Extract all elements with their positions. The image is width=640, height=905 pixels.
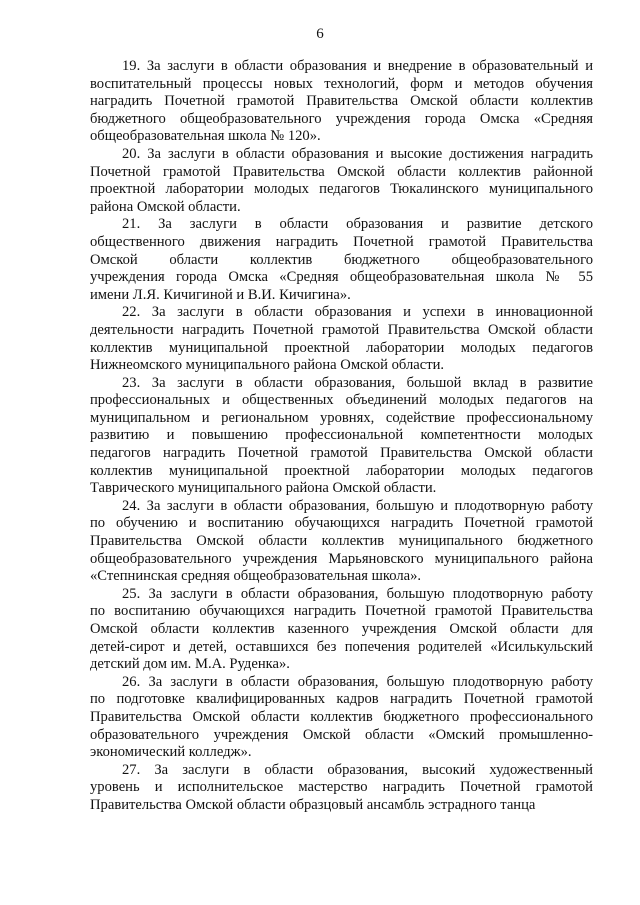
paragraph-line: бюджетного общеобразовательного учреждения города Омска «Средняя (90, 110, 593, 127)
paragraph-line: образовательного учреждения Омской области «Омский промышленно- (90, 726, 593, 743)
paragraph-line: учреждения города Омска «Средняя общеобразовательная школа № 55 (90, 269, 593, 286)
paragraph-line: общеобразовательная школа № 120». (90, 128, 321, 145)
paragraph-line: проектной лаборатории молодых педагогов Тюкалинского муниципального (90, 181, 593, 198)
paragraph-line: педагогов наградить Почетной грамотой Правительства Омской области (90, 445, 593, 462)
paragraph-line: Омской области коллектив бюджетного общеобразовательного (90, 251, 593, 268)
paragraph-line: коллектив муниципальной проектной лаборатории молодых педагогов (90, 462, 593, 479)
paragraph-23 (90, 375, 593, 498)
paragraph-line: по подготовке квалифицированных кадров наградить Почетной грамотой (90, 691, 593, 708)
paragraph-22 (90, 304, 593, 374)
paragraph-line: 27. За заслуги в области образования, высокий художественный (122, 761, 593, 778)
paragraph-20 (90, 146, 593, 216)
paragraph-line: уровень и исполнительское мастерство наградить Почетной грамотой (90, 779, 593, 796)
paragraph-line: Правительства Омской области коллектив муниципального бюджетного (90, 533, 593, 550)
paragraph-line: Почетной грамотой Правительства Омской области коллектив районной (90, 163, 593, 180)
paragraph-line: детей-сирот и детей, оставшихся без попечения родителей «Исилькульский (90, 638, 593, 655)
paragraph-line: 25. За заслуги в области образования, большую плодотворную работу (122, 585, 593, 602)
document-body (90, 58, 593, 815)
paragraph-line: по обучению и воспитанию обучающихся наградить Почетной грамотой (90, 515, 593, 532)
paragraph-line: 24. За заслуги в области образования, большую и плодотворную работу (122, 497, 593, 514)
paragraph-line: Омской области коллектив казенного учреждения Омской области для (90, 621, 593, 637)
paragraph-26 (90, 674, 593, 762)
paragraph-line: по воспитанию обучающихся наградить Почетной грамотой Правительства (90, 603, 593, 620)
paragraph-line: профессиональных и общественных объединений молодых педагогов на (90, 392, 593, 409)
page-number: 6 (316, 26, 324, 42)
paragraph-line: Нижнеомского муниципального района Омской области. (90, 357, 445, 374)
paragraph-21 (90, 216, 593, 304)
paragraph-line: деятельности наградить Почетной грамотой Правительства Омской области (90, 321, 593, 338)
paragraph-line: Правительства Омской области коллектив бюджетного профессионального (90, 708, 593, 725)
paragraph-line: Таврического муниципального района Омской области. (90, 480, 437, 497)
paragraph-line: 26. За заслуги в области образования, большую плодотворную работу (122, 673, 593, 690)
paragraph-line: 21. За заслуги в области образования и развитие детского (122, 216, 593, 233)
paragraph-line: «Степнинская средняя общеобразовательная школа». (90, 568, 422, 585)
paragraph-line: муниципальном и региональном уровнях, содействие профессиональному (90, 409, 593, 426)
paragraph-line: воспитательный процессы новых технологий, форм и методов обучения (90, 75, 593, 92)
paragraph-line: Правительства Омской области образцовый ансамбль эстрадного танца (90, 796, 536, 813)
paragraph-24 (90, 498, 593, 586)
paragraph-line: детский дом им. М.А. Руденка». (90, 656, 290, 673)
paragraph-line: 19. За заслуги в области образования и внедрение в образовательный и (122, 58, 593, 74)
paragraph-line: 23. За заслуги в области образования, большой вклад в развитие (122, 374, 593, 391)
paragraph-line: 22. За заслуги в области образования и успехи в инновационной (122, 304, 593, 321)
paragraph-line: общественного движения наградить Почетной грамотой Правительства (90, 233, 593, 250)
paragraph-line: общеобразовательного учреждения Марьяновского муниципального района (90, 550, 593, 567)
paragraph-line: коллектив муниципальной проектной лаборатории молодых педагогов (90, 339, 593, 356)
paragraph-line: имени Л.Я. Кичигиной и В.И. Кичигина». (90, 286, 351, 303)
paragraph-27 (90, 762, 593, 815)
paragraph-line: развитию и повышению профессиональной компетентности молодых (90, 427, 593, 444)
paragraph-line: района Омской области. (90, 198, 241, 215)
paragraph-line: наградить Почетной грамотой Правительства Омской области коллектив (90, 93, 593, 110)
paragraph-line: экономический колледж». (90, 744, 252, 761)
paragraph-line: 20. За заслуги в области образования и высокие достижения наградить (122, 145, 593, 162)
paragraph-19 (90, 58, 593, 146)
paragraph-25 (90, 586, 593, 674)
